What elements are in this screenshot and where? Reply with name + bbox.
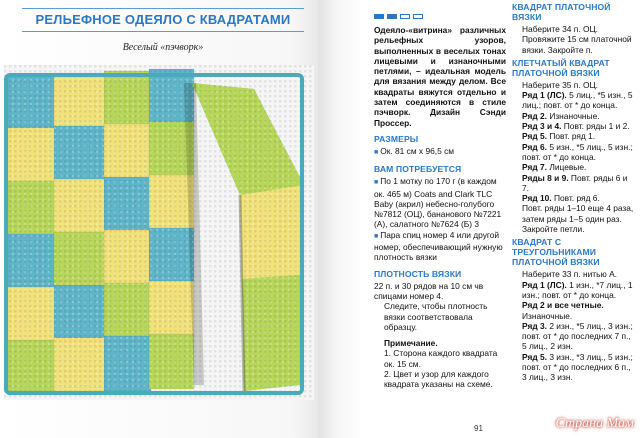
size-heading: РАЗМЕРЫ xyxy=(374,133,419,144)
square2-heading: КЛЕТЧАТЫЙ КВАДРАТ ПЛАТОЧНОЙ ВЯЗКИ xyxy=(512,57,610,78)
row-instruction: Ряд 10. Повт. ряд 6. xyxy=(522,193,600,204)
decorative-squares xyxy=(374,14,506,19)
text-column-1 xyxy=(374,14,506,390)
note-2: 2. Цвет и узор для каждого квадрата указаны на схеме. xyxy=(384,369,493,390)
square3-cast-on: Наберите 33 п. нитью А. xyxy=(522,269,617,280)
intro-paragraph: Одеяло-«витрина» различных рельефных узоров, выполненных в веселых тонах лицевыми и изнаночными петлями, – идеальная модель для вязания между делом. Все квадраты вяжутся отдельно и затем соединяются в стиле пэчворк. Дизайн Сэнди Проссер. xyxy=(374,25,506,128)
row-instruction: Ряды 8 и 9. Повт. ряды 6 и 7. xyxy=(522,172,628,193)
note-heading: Примечание. xyxy=(384,338,438,349)
page-number: 91 xyxy=(474,424,483,433)
gauge-check: Следите, чтобы плотность вязки соответствовала образцу. xyxy=(384,301,488,332)
article-title: РЕЛЬЕФНОЕ ОДЕЯЛО С КВАДРАТАМИ xyxy=(22,8,304,32)
text-column-2 xyxy=(512,2,636,383)
materials-heading: ВАМ ПОТРЕБУЕТСЯ xyxy=(374,164,462,175)
article-subtitle: Веселый «пэчворк» xyxy=(122,42,204,53)
blanket-photo xyxy=(4,65,314,400)
row-instruction: Ряд 5. Повт. ряд 1. xyxy=(522,131,596,142)
watermark-logo: Страна Мам xyxy=(555,416,634,431)
row-instruction: Ряд 1 (ЛС). 1 изн., *7 лиц., 1 изн.; повт. от * до конца. xyxy=(522,279,633,300)
row-instruction: Ряд 2 и все четные. Изнаночные. xyxy=(522,300,604,321)
materials-yarn: ■ По 1 мотку по 170 г (в каждом ок. 465 м) Coats and Clark TLC Baby (акрил) небесно-голубого №7812 (ОЦ), бананового №7221 (А), салатного №7624 (Б) 3 xyxy=(374,176,506,229)
left-page xyxy=(0,0,318,438)
repeat-instruction: Повт. ряды 1–10 еще 4 раза, затем ряды 1–5 один раз. Закройте петли. xyxy=(522,203,634,235)
gauge-heading: ПЛОТНОСТЬ ВЯЗКИ xyxy=(374,268,462,279)
square3-heading: КВАДРАТ С ТРЕУГОЛЬНИКАМИ ПЛАТОЧНОЙ ВЯЗКИ xyxy=(512,237,600,268)
row-instruction: Ряд 1 (ЛС). 5 лиц., *5 изн., 5 лиц.; повт. от * до конца. xyxy=(522,90,633,111)
gauge-text: 22 п. и 30 рядов на 10 см чв спицами номер 4. xyxy=(374,280,484,301)
square2-cast-on: Наберите 35 п. ОЦ. xyxy=(522,79,598,90)
square1-text: Наберите 34 п. ОЦ. Провяжите 15 см платочной вязки. Закройте п. xyxy=(522,24,632,55)
size-text: ■ Ок. 81 см х 96,5 см xyxy=(374,146,506,158)
row-instruction: Ряд 3. 2 изн., *5 лиц., 3 изн.; повт. от * до последних 7 п., 5 лиц., 2 изн. xyxy=(522,320,633,352)
materials-needles: ■ Пара спиц номер 4 или другой номер, обеспечивающий нужную плотность вязки xyxy=(374,230,506,263)
note-1: 1. Сторона каждого квадрата ок. 15 см. xyxy=(384,348,498,369)
square1-heading: КВАДРАТ ПЛАТОЧНОЙ ВЯЗКИ xyxy=(512,2,611,22)
row-instruction: Ряд 6. 5 изн., *5 лиц., 5 изн.; повт. от * до конца. xyxy=(522,141,633,162)
row-instruction: Ряд 5. 3 изн., *3 лиц., 5 изн.; повт. от * до последних 6 п., 3 лиц., 3 изн. xyxy=(522,351,633,383)
row-instruction: Ряд 2. Изнаночные. xyxy=(522,110,600,121)
row-instruction: Ряд 7. Лицевые. xyxy=(522,162,587,173)
row-instruction: Ряд 3 и 4. Повт. ряды 1 и 2. xyxy=(522,121,630,132)
